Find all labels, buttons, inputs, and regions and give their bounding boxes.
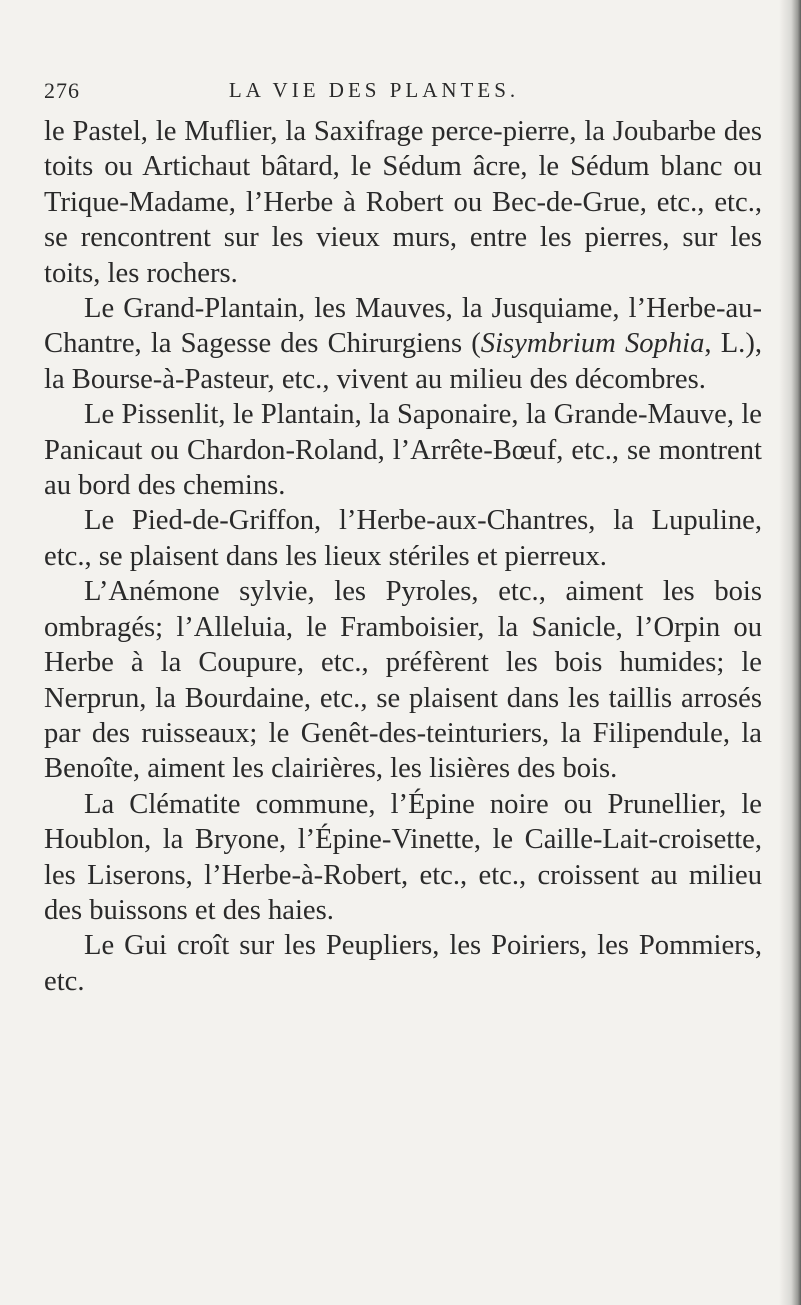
body-text <box>44 114 762 999</box>
page-edge-shadow <box>779 0 801 1305</box>
paragraph <box>44 787 762 929</box>
paragraph <box>44 928 762 999</box>
page-header <box>44 78 764 108</box>
paragraph <box>44 114 762 291</box>
italic-text: Sisymbrium Sophia <box>480 328 705 360</box>
text-segment: Le Pied-de-Griffon, l’Herbe-aux-Chantres, la Lupuline, etc., se plaisent dans les lieux stériles et pierreux. <box>44 505 762 572</box>
text-segment: Le Pissenlit, le Plantain, la Saponaire, la Grande-Mauve, le Panicaut ou Chardon-Roland, l’Arrête-Bœuf, etc., se montrent au bord des chemins. <box>44 399 762 502</box>
paragraph <box>44 397 762 503</box>
paragraph <box>44 503 762 574</box>
text-segment: le Pastel, le Muflier, la Saxifrage perce-pierre, la Joubarbe des toits ou Artichaut bâtard, le Sédum âcre, le Sédum blanc ou Trique-Madame, l’Herbe à Robert ou Bec-de-Grue, etc., etc., se rencontrent sur les vieux murs, entre les pierres, sur les toits, les rochers. <box>44 116 762 289</box>
text-segment: La Clématite commune, l’Épine noire ou Prunellier, le Houblon, la Bryone, l’Épine-Vinette, le Caille-Lait-croisette, les Liserons, l’Herbe-à-Robert, etc., etc., croissent au milieu des buissons et des haies. <box>44 788 762 926</box>
running-title: LA VIE DES PLANTES. <box>228 78 520 102</box>
paragraph <box>44 574 762 786</box>
text-segment: , L.), la Bourse-à-Pasteur, etc., vivent au milieu des décombres. <box>44 328 763 395</box>
text-segment: Le Grand-Plantain, les Mauves, la Jusquiame, l’Herbe-au-Chantre, la Sagesse des Chirurgiens ( <box>44 293 762 360</box>
page-number: 276 <box>44 78 80 103</box>
paragraph <box>44 291 762 397</box>
text-segment: L’Anémone sylvie, les Pyroles, etc., aiment les bois ombragés; l’Alleluia, le Framboisier, la Sanicle, l’Orpin ou Herbe à la Coupure, etc., préfèrent les bois humides; le Nerprun, la Bourdaine, etc., se plaisent dans les taillis arrosés par des ruisseaux; le Genêt-des-teinturiers, la Filipendule, la Benoîte, aiment les clairières, les lisières des bois. <box>44 576 762 785</box>
text-segment: Le Gui croît sur les Peupliers, les Poiriers, les Pommiers, etc. <box>44 930 762 997</box>
